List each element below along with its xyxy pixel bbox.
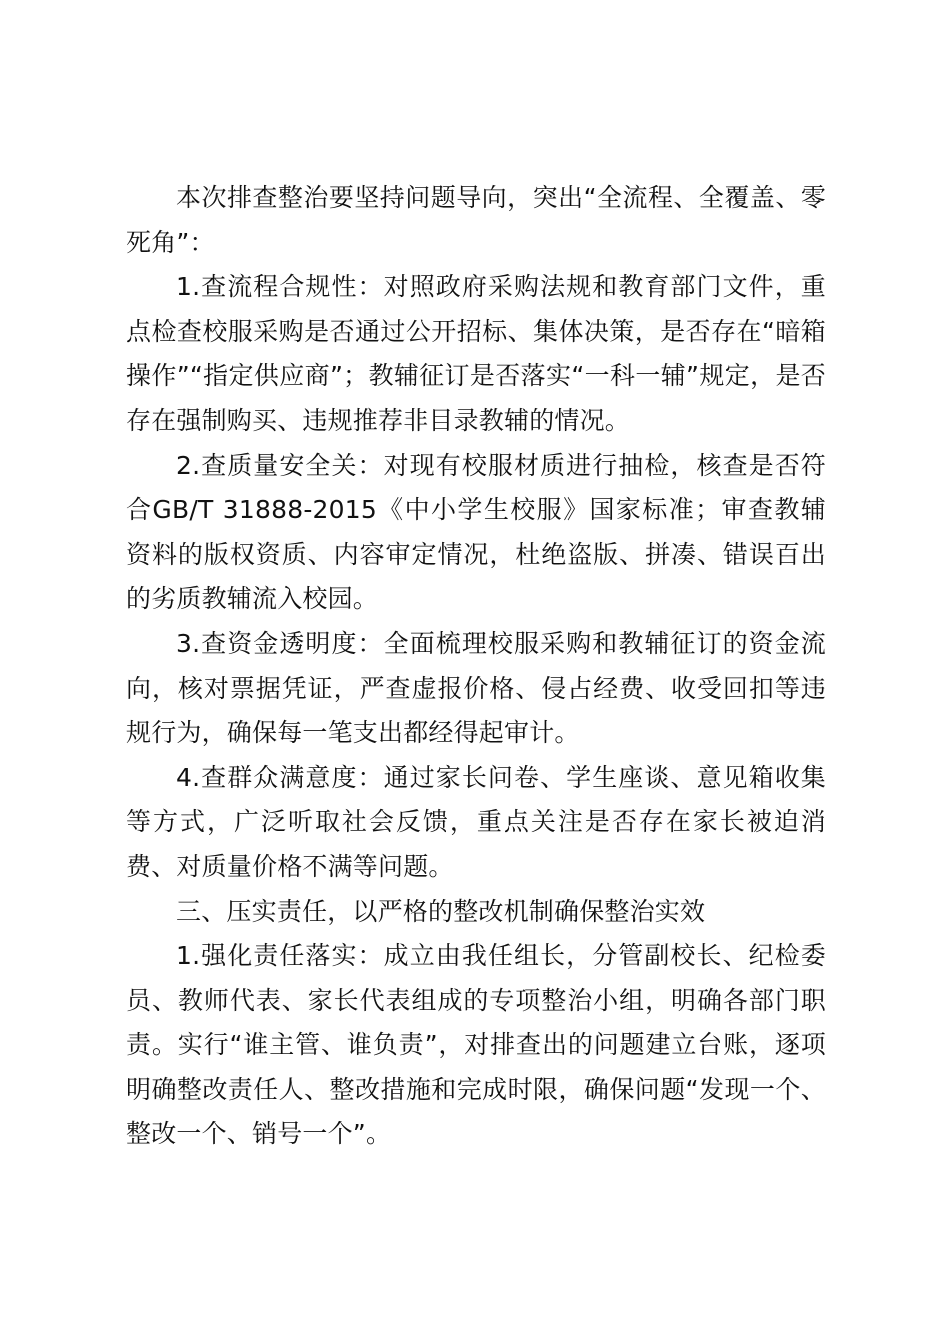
fund-transparency-paragraph: 3.查资金透明度：全面梳理校服采购和教辅征订的资金流向，核对票据凭证，严查虚报价格、侵占经费、收受回扣等违规行为，确保每一笔支出都经得起审计。	[126, 628, 826, 748]
public-satisfaction-paragraph: 4.查群众满意度：通过家长问卷、学生座谈、意见箱收集等方式，广泛听取社会反馈，重点关注是否存在家长被迫消费、对质量价格不满等问题。	[126, 762, 826, 881]
document-body	[126, 176, 826, 1157]
section-heading: 三、压实责任，以严格的整改机制确保整治实效	[176, 896, 706, 926]
process-compliance-paragraph: 1.查流程合规性：对照政府采购法规和教育部门文件，重点检查校服采购是否通过公开招标、集体决策，是否存在“暗箱操作”“指定供应商”；教辅征订是否落实“一科一辅”规定，是否存在强制购买、违规推荐非目录教辅的情况。	[126, 272, 826, 435]
intro-paragraph: 本次排查整治要坚持问题导向，突出“全流程、全覆盖、零死角”：	[126, 183, 826, 257]
quality-safety-paragraph: 2.查质量安全关：对现有校服材质进行抽检，核查是否符合GB/T 31888-2015《中小学生校服》国家标准；审查教辅资料的版权资质、内容审定情况，杜绝盗版、拼凑、错误百出的劣质教辅流入校园。	[126, 450, 826, 614]
responsibility-paragraph: 1.强化责任落实：成立由我任组长，分管副校长、纪检委员、教师代表、家长代表组成的专项整治小组，明确各部门职责。实行“谁主管、谁负责”，对排查出的问题建立台账，逐项明确整改责任人、整改措施和完成时限，确保问题“发现一个、整改一个、销号一个”。	[126, 941, 826, 1149]
